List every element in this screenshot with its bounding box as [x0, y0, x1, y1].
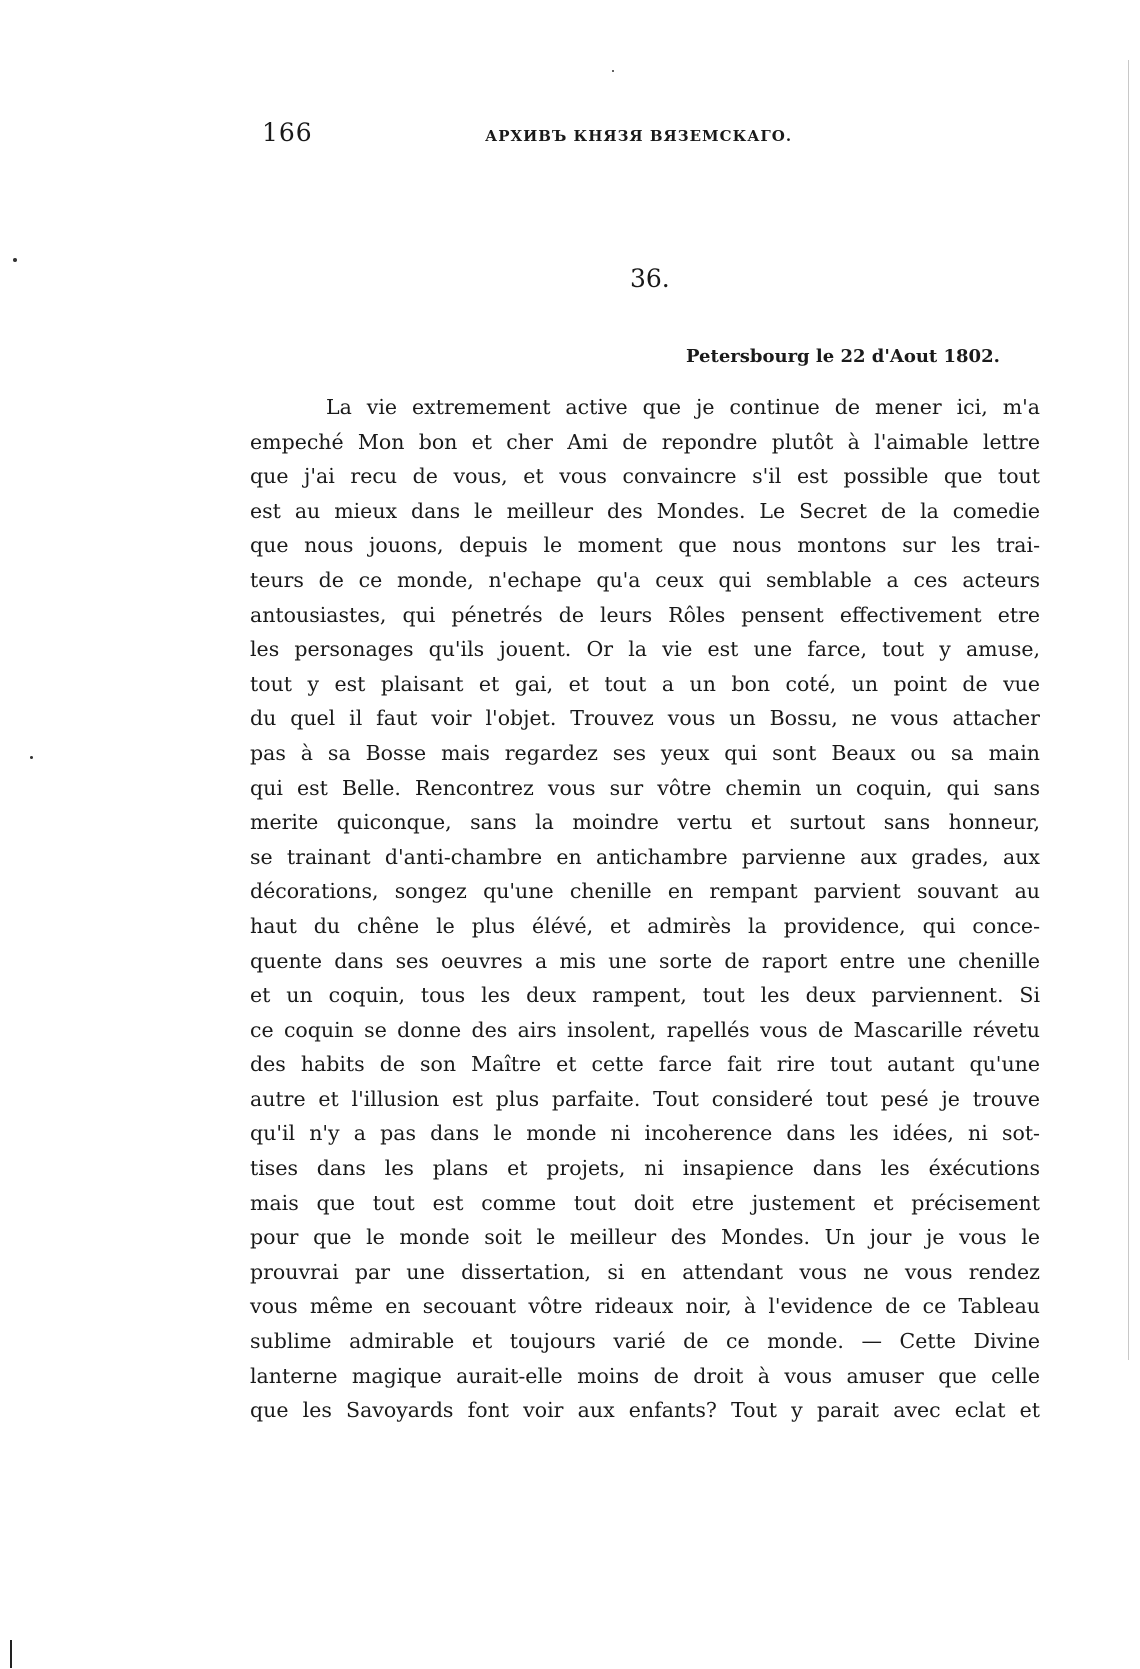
text-line: [250, 1324, 1040, 1359]
text-line: [250, 874, 1040, 909]
text-line: [250, 494, 1040, 529]
text-line-words: des habits de son Maître et cette farce fait rire tout autant qu'une: [250, 1052, 1040, 1077]
scan-edge-mark: [10, 1640, 12, 1668]
text-line-words: La vie extremement active que je continue de mener ici, m'a: [326, 395, 1040, 419]
text-line-words: pour que le monde soit le meilleur des Mondes. Un jour je vous le: [250, 1225, 1040, 1250]
text-line-words: merite quiconque, sans la moindre vertu et surtout sans honneur,: [250, 810, 1040, 835]
text-line-words: lanterne magique aurait-elle moins de droit à vous amuser que celle: [250, 1363, 1040, 1388]
text-line: [250, 390, 1040, 425]
text-line: [250, 1116, 1040, 1151]
letter-body: [250, 390, 1040, 1428]
text-line-words: que nous jouons, depuis le moment que nous montons sur les trai-: [250, 533, 1040, 558]
text-line-words: du quel il faut voir l'objet. Trouvez vous un Bossu, ne vous attacher: [250, 706, 1040, 731]
text-line-words: mais que tout est comme tout doit etre justement et précisement: [250, 1190, 1040, 1215]
text-line: [250, 1220, 1040, 1255]
text-line-words: qu'il n'y a pas dans le monde ni incoherence dans les idées, ni sot-: [250, 1121, 1040, 1146]
text-line: [250, 1013, 1040, 1048]
text-line-words: pas à sa Bosse mais regardez ses yeux qui sont Beaux ou sa main: [250, 740, 1040, 765]
text-line: [250, 944, 1040, 979]
text-line: [250, 805, 1040, 840]
text-line: [250, 598, 1040, 633]
text-line: [250, 840, 1040, 875]
text-line-words: prouvrai par une dissertation, si en attendant vous ne vous rendez: [250, 1259, 1040, 1284]
text-line: [250, 1393, 1040, 1428]
text-line: [250, 667, 1040, 702]
text-line: [250, 528, 1040, 563]
text-line-words: tout y est plaisant et gai, et tout a un bon coté, un point de vue: [250, 671, 1040, 696]
text-line: [250, 978, 1040, 1013]
text-line: [250, 701, 1040, 736]
text-line-words: teurs de ce monde, n'echape qu'a ceux qui semblable a ces acteurs: [250, 567, 1040, 592]
letter-number: 36.: [630, 264, 670, 293]
page-number: 166: [262, 118, 313, 147]
text-line: [250, 771, 1040, 806]
scan-edge-line: [1128, 60, 1129, 1360]
text-line: [250, 459, 1040, 494]
scan-speck: [612, 70, 614, 72]
scan-speck: [13, 258, 17, 262]
text-line-words: empeché Mon bon et cher Ami de repondre plutôt à l'aimable lettre: [250, 429, 1040, 454]
text-line-words: et un coquin, tous les deux rampent, tout les deux parviennent. Si: [250, 983, 1040, 1008]
text-line: [250, 425, 1040, 460]
text-line-words: décorations, songez qu'une chenille en rempant parvient souvant au: [250, 879, 1040, 904]
text-line-words: se trainant d'anti-chambre en antichambre parvienne aux grades, aux: [250, 844, 1040, 869]
text-line: [250, 1186, 1040, 1221]
text-line: [250, 736, 1040, 771]
text-line: [250, 1289, 1040, 1324]
text-line-words: les personages qu'ils jouent. Or la vie est une farce, tout y amuse,: [250, 637, 1040, 662]
text-line: [250, 1047, 1040, 1082]
text-line: [250, 1255, 1040, 1290]
text-line-words: qui est Belle. Rencontrez vous sur vôtre chemin un coquin, qui sans: [250, 775, 1040, 800]
text-line-words: haut du chêne le plus élévé, et admirès la providence, qui conce-: [250, 913, 1040, 938]
text-line: [250, 909, 1040, 944]
text-line: [250, 1359, 1040, 1394]
text-line-words: que j'ai recu de vous, et vous convaincre s'il est possible que tout: [250, 464, 1040, 489]
text-line-words: tises dans les plans et projets, ni insapience dans les éxécutions: [250, 1156, 1040, 1181]
letter-dateline: Petersbourg le 22 d'Aout 1802.: [686, 346, 1000, 367]
text-line-words: est au mieux dans le meilleur des Mondes. Le Secret de la comedie: [250, 498, 1040, 523]
text-line-words: autre et l'illusion est plus parfaite. Tout consideré tout pesé je trouve: [250, 1086, 1040, 1111]
text-line-words: sublime admirable et toujours varié de ce monde. — Cette Divine: [250, 1329, 1040, 1354]
text-line: [250, 1082, 1040, 1117]
text-line-words: ce coquin se donne des airs insolent, rapellés vous de Mascarille révetu: [250, 1017, 1040, 1042]
text-line: [250, 1151, 1040, 1186]
text-line-words: quente dans ses oeuvres a mis une sorte de raport entre une chenille: [250, 948, 1040, 973]
text-line-words: que les Savoyards font voir aux enfants? Tout y parait avec eclat et: [250, 1398, 1040, 1423]
scan-speck: [30, 756, 33, 759]
running-head: АРХИВЪ КНЯЗЯ ВЯЗЕМСКАГО.: [485, 127, 793, 145]
text-line-words: vous même en secouant vôtre rideaux noir, à l'evidence de ce Tableau: [250, 1294, 1040, 1319]
text-line: [250, 632, 1040, 667]
text-line-words: antousiastes, qui pénetrés de leurs Rôles pensent effectivement etre: [250, 602, 1040, 627]
text-line: [250, 563, 1040, 598]
